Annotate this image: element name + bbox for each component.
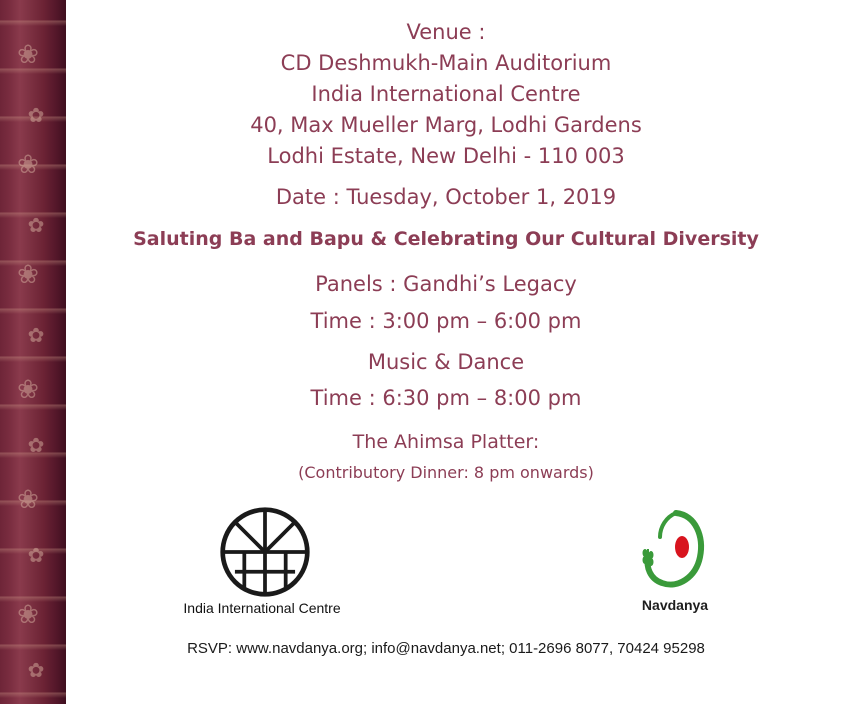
border-motif: ✿ bbox=[27, 658, 45, 682]
venue-label: Venue : bbox=[406, 20, 486, 44]
border-motif: ✿ bbox=[27, 323, 45, 347]
invitation-content bbox=[66, 0, 863, 704]
border-motif: ❀ bbox=[17, 260, 39, 290]
decorative-border bbox=[0, 0, 66, 704]
border-motif: ❀ bbox=[17, 375, 39, 405]
venue-line: CD Deshmukh-Main Auditorium bbox=[280, 51, 612, 75]
panels-time: Time : 3:00 pm – 6:00 pm bbox=[310, 309, 582, 333]
ahimsa-title: The Ahimsa Platter: bbox=[352, 431, 540, 453]
border-motif: ❀ bbox=[17, 150, 39, 180]
border-motif: ❀ bbox=[17, 600, 39, 630]
seed-spiral-logo-icon bbox=[638, 507, 708, 595]
venue-line: Lodhi Estate, New Delhi - 110 003 bbox=[267, 144, 625, 168]
border-motif: ❀ bbox=[17, 40, 39, 70]
border-motif: ✿ bbox=[27, 213, 45, 237]
dinner-note: (Contributory Dinner: 8 pm onwards) bbox=[298, 463, 594, 482]
border-motif: ✿ bbox=[27, 103, 45, 127]
event-headline: Saluting Ba and Bapu & Celebrating Our Cultural Diversity bbox=[133, 228, 759, 250]
rsvp-line: RSVP: www.navdanya.org; info@navdanya.net; 011-2696 8077, 70424 95298 bbox=[187, 640, 705, 657]
navdanya-caption: Navdanya bbox=[641, 597, 709, 613]
music-time: Time : 6:30 pm – 8:00 pm bbox=[310, 386, 582, 410]
border-motif: ✿ bbox=[27, 433, 45, 457]
venue-line: 40, Max Mueller Marg, Lodhi Gardens bbox=[250, 113, 642, 137]
globe-grid-logo-icon bbox=[218, 505, 312, 599]
music-title: Music & Dance bbox=[367, 350, 525, 374]
border-motif: ✿ bbox=[27, 543, 45, 567]
panels-title: Panels : Gandhi’s Legacy bbox=[315, 272, 577, 296]
iic-caption: India International Centre bbox=[183, 600, 341, 616]
venue-line: India International Centre bbox=[311, 82, 581, 106]
event-date: Date : Tuesday, October 1, 2019 bbox=[275, 185, 617, 209]
border-motif: ❀ bbox=[17, 485, 39, 515]
